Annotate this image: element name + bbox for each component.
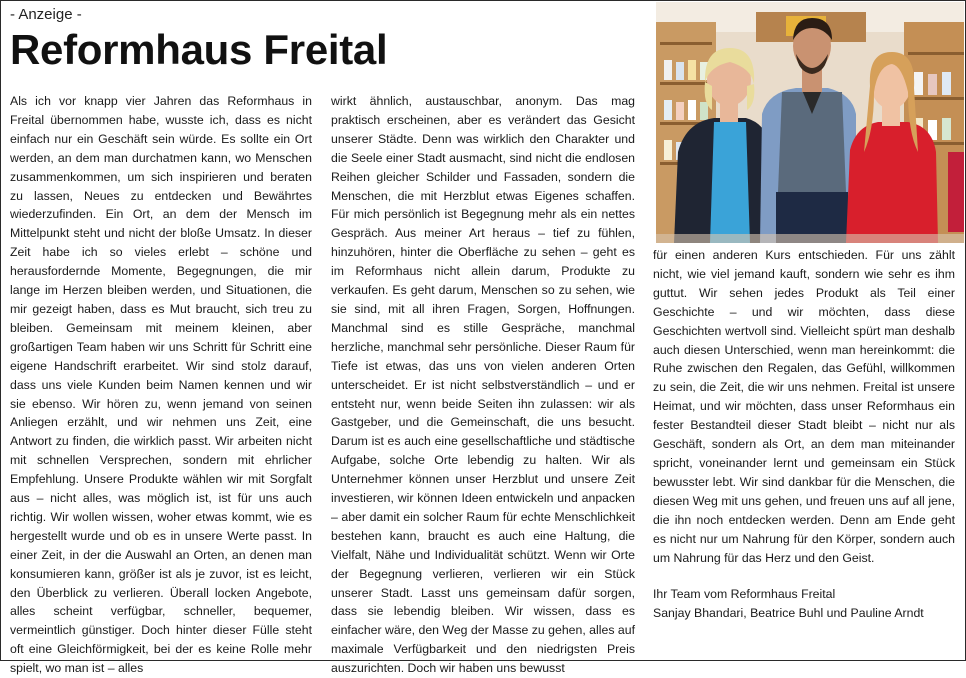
- ad-title: Reformhaus Freital: [10, 26, 388, 73]
- column-3-text: für einen anderen Kurs entschieden. Für uns zählt nicht, wie viel jemand kauft, sondern wie sehr es ihm guttut. Wir sehen jedes Produkt als Teil einer Geschichte – und wir möchten, dass diese Geschichten wertvoll sind. Vielleicht spürt man deshalb auch diesen Unterschied, wenn man hereinkommt: die Ruhe zwischen den Regalen, das Gefühl, willkommen zu sein, die Zeit, die wir uns nehmen. Freital ist unsere Heimat, und wir möchten, dass unser Reformhaus ein fester Bestandteil dieser Stadt bleibt – nicht nur als Geschäft, sondern als Ort, an dem man miteinander spricht, voneinander lernt und gemeinsam ein Stück bewusster lebt. Wir sind dankbar für die Menschen, die diesen Weg mit uns gehen, und freuen uns auf all jene, die ihn noch entdecken werden. Denn am Ende geht es nicht nur um Nahrung für den Körper, sondern auch um Nahrung für das Herz und den Geist.: [653, 248, 955, 565]
- text-column-1: [10, 92, 312, 678]
- column-1-text: Als ich vor knapp vier Jahren das Reformhaus in Freital übernommen habe, wusste ich, dass es nicht einfach nur ein Geschäft sein würde. Es sollte ein Ort werden, an dem man durchatmen kann, wo Menschen zusammenkommen, um sich inspirieren und beraten zu lassen, Neues zu entdecken und Bewährtes wiederzufinden. Ein Ort, an dem der Mensch im Mittelpunkt steht und nicht der bloße Umsatz. In dieser Zeit habe ich so vieles erlebt – schöne und herausfordernde Momente, Begegnungen, die mir lange im Herzen bleiben werden, und Situationen, die mir gezeigt haben, dass es Mut braucht, sich treu zu bleiben. Gemeinsam mit meinem kleinen, aber großartigen Team haben wir uns Schritt für Schritt eine eigene Handschrift erarbeitet. Wir sind stolz darauf, dass uns viele Kunden beim Namen kennen und wir sie ebenso. Wir hören zu, wenn jemand von seinen Anliegen erzählt, und wir nehmen uns Zeit, eine Antwort zu finden, die wirklich passt. Wir arbeiten nicht mit schnellen Versprechen, sondern mit ehrlicher Empfehlung. Unsere Produkte wählen wir mit Sorgfalt aus – nicht alles, was möglich ist, ist für uns auch richtig. Wir wollen wissen, woher etwas kommt, wie es hergestellt wurde und ob es in unsere Werte passt. In einer Zeit, in der die Auswahl an Orten, an denen man konsumieren kann, größer ist als je zuvor, ist es leicht, den Überblick zu verlieren. Überall locken Angebote, alles scheint verfügbar, schneller, bequemer, vermeintlich günstiger. Doch hinter dieser Fülle steht oft eine Gleichförmigkeit, bei der es keine Rolle mehr spielt, wo man ist – alles: [10, 94, 312, 676]
- three-people-in-shop-photo-icon: [656, 2, 964, 243]
- signature-line-2: Sanjay Bhandari, Beatrice Buhl und Pauline Arndt: [653, 606, 924, 621]
- team-photo: [656, 2, 964, 243]
- text-column-2: [331, 92, 635, 678]
- column-2-text: wirkt ähnlich, austauschbar, anonym. Das mag praktisch erscheinen, aber es verändert das Gesicht unserer Städte. Denn was wirklich den Charakter und die Seele einer Stadt ausmacht, sind nicht die endlosen Reihen gleicher Schilder und Fassaden, sondern die Menschen, die mit Herzblut etwas Eigenes schaffen. Für mich persönlich ist Begegnung mehr als ein nettes Gespräch. Aus meiner Art heraus – tief zu fühlen, hinzuhören, hinter die Oberfläche zu sehen – geht es im Reformhaus nicht allein darum, Produkte zu verkaufen. Es geht darum, Menschen so zu sehen, wie sie sind, mit all ihren Fragen, Sorgen, Hoffnungen. Manchmal sind es stille Gespräche, manchmal herzliche, manchmal sehr persönliche. Dieser Raum für Tiefe ist etwas, das uns von vielen anderen Orten unterscheidet. Er ist nicht selbstverständlich – und er entsteht nur, wenn beide Seiten ihn zulassen: wir als Gastgeber, und die Gemeinschaft, die uns besucht. Darum ist es auch eine gesellschaftliche und städtische Aufgabe, solche Orte lebendig zu halten. Wir als Unternehmer können unser Herzblut und unsere Zeit investieren, wir können Ideen entwickeln und anpacken – aber damit ein solcher Raum für echte Menschlichkeit bestehen kann, braucht es auch eine Haltung, die Vielfalt, Nähe und Individualität schützt. Wenn wir Orte der Begegnung verlieren, verlieren wir ein Stück unserer Stadt. Lasst uns gemeinsam dafür sorgen, dass sie lebendig bleiben. Wir wissen, dass es einfacher wäre, den Weg der Masse zu gehen, alles auf maximale Verfügbarkeit und den niedrigsten Preis auszurichten. Doch wir haben uns bewusst: [331, 94, 635, 676]
- signature: [653, 585, 955, 623]
- text-column-3: [653, 246, 955, 623]
- signature-line-1: Ihr Team vom Reformhaus Freital: [653, 587, 836, 602]
- ad-label: - Anzeige -: [10, 6, 82, 23]
